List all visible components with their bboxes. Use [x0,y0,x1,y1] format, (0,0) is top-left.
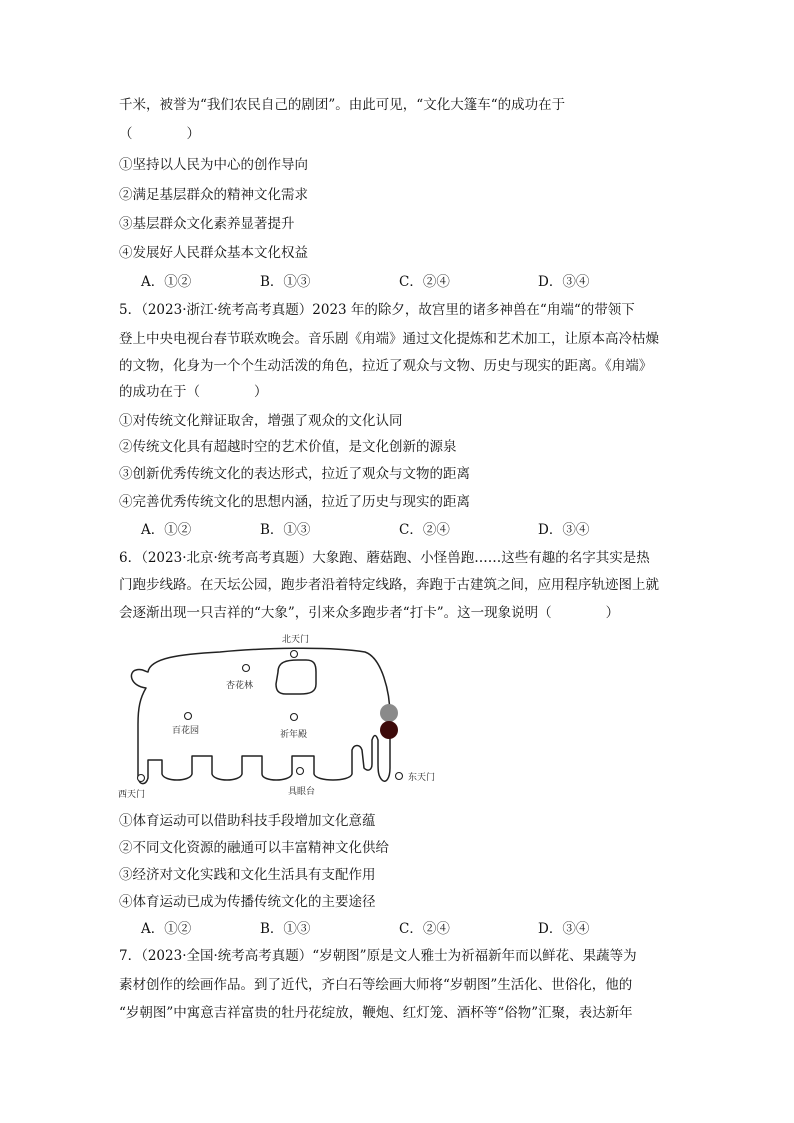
position-marker-dark [380,721,398,739]
q5-option-d: D．③④ [538,522,590,538]
marker-north-gate [291,651,298,658]
label-hundred-flowers: 百花园 [172,726,200,736]
marker-west-gate [138,775,145,782]
q7-stem-line-3: “岁朝图”中寓意吉祥富贵的牡丹花绽放，鞭炮、红灯笼、酒杯等“俗物”汇聚，表达新年 [119,1005,633,1021]
elephant-ear-path [276,660,316,694]
q5-option-a: A．①② [141,522,192,538]
q6-stem-line-3: 会逐渐出现一只吉祥的“大象”，引来众多跑步者“打卡”。这一现象说明（ ） [119,605,620,621]
position-marker-grey [380,704,398,722]
q4-item-4: ④发展好人民群众基本文化权益 [119,245,308,261]
q6-item-3: ③经济对文化实践和文化生活具有支配作用 [119,867,376,883]
q5-stem-line-3: 的文物，化身为一个个生动活泼的角色，拉近了观众与文物、历史与现实的距离。《甪端》 [119,358,653,374]
q5-stem-line-1: 5．（2023·浙江·统考高考真题）2023 年的除夕，故宫里的诸多神兽在“甪端“的带领下 [119,302,635,318]
q6-stem-line-1: 6．（2023·北京·统考高考真题）大象跑、蘑菇跑、小怪兽跑……这些有趣的名字其实是热 [119,550,650,566]
elephant-route-map [110,628,460,806]
q5-item-2: ②传统文化具有超越时空的艺术价值，是文化创新的源泉 [119,439,457,455]
q4-item-2: ②满足基层群众的精神文化需求 [119,187,308,203]
marker-eye-platform [297,768,304,775]
q5-item-3: ③创新优秀传统文化的表达形式，拉近了观众与文物的距离 [119,466,470,482]
q6-item-1: ①体育运动可以借助科技手段增加文化意蕴 [119,813,376,829]
q6-item-2: ②不同文化资源的融通可以丰富精神文化供给 [119,840,389,856]
elephant-route-path [131,648,390,783]
q6-option-c: C．②④ [399,921,450,937]
q5-item-4: ④完善优秀传统文化的思想内涵，拉近了历史与现实的距离 [119,494,470,510]
marker-east-gate [396,773,403,780]
q4-item-1: ①坚持以人民为中心的创作导向 [119,157,308,173]
q6-option-d: D．③④ [538,921,590,937]
label-prayer-hall: 祈年殿 [280,730,308,740]
q7-stem-line-1: 7．（2023·全国·统考高考真题）“岁朝图”原是文人雅士为祈福新年而以鲜花、果蔬等为 [119,948,637,964]
q5-option-b: B．①③ [260,522,311,538]
label-eye-platform: 具眼台 [288,787,316,797]
label-west-gate: 西天门 [118,790,146,800]
q4-option-d: D．③④ [538,274,590,290]
q4-option-a: A．①② [141,274,192,290]
q4-answer-blank: （ ） [119,126,200,142]
q6-stem-line-2: 门跑步线路。在天坛公园，跑步者沿着特定线路，奔跑于古建筑之间，应用程序轨迹图上就 [119,577,659,593]
label-apricot-grove: 杏花林 [226,681,254,691]
marker-apricot-grove [243,665,250,672]
marker-hundred-flowers [185,713,192,720]
q5-option-c: C．②④ [399,522,450,538]
q7-stem-line-2: 素材创作的绘画作品。到了近代，齐白石等绘画大师将“岁朝图”生活化、世俗化，他的 [119,977,633,993]
q4-stem-line-1: 千米，被誉为“我们农民自己的剧团”。由此可见，“文化大篷车“的成功在于 [119,97,566,113]
q5-stem-line-4: 的成功在于（ ） [119,384,268,400]
label-north-gate: 北天门 [282,635,310,645]
marker-prayer-hall [291,714,298,721]
q6-option-a: A．①② [141,921,192,937]
q4-item-3: ③基层群众文化素养显著提升 [119,216,295,232]
label-east-gate: 东天门 [408,773,436,783]
q6-option-b: B．①③ [260,921,311,937]
q6-item-4: ④体育运动已成为传播传统文化的主要途径 [119,894,376,910]
q4-option-b: B．①③ [260,274,311,290]
q4-option-c: C．②④ [399,274,450,290]
q5-stem-line-2: 登上中央电视台春节联欢晚会。音乐剧《甪端》通过文化提炼和艺术加工，让原本高冷枯燥 [119,331,659,347]
q5-item-1: ①对传统文化辩证取舍，增强了观众的文化认同 [119,413,403,429]
